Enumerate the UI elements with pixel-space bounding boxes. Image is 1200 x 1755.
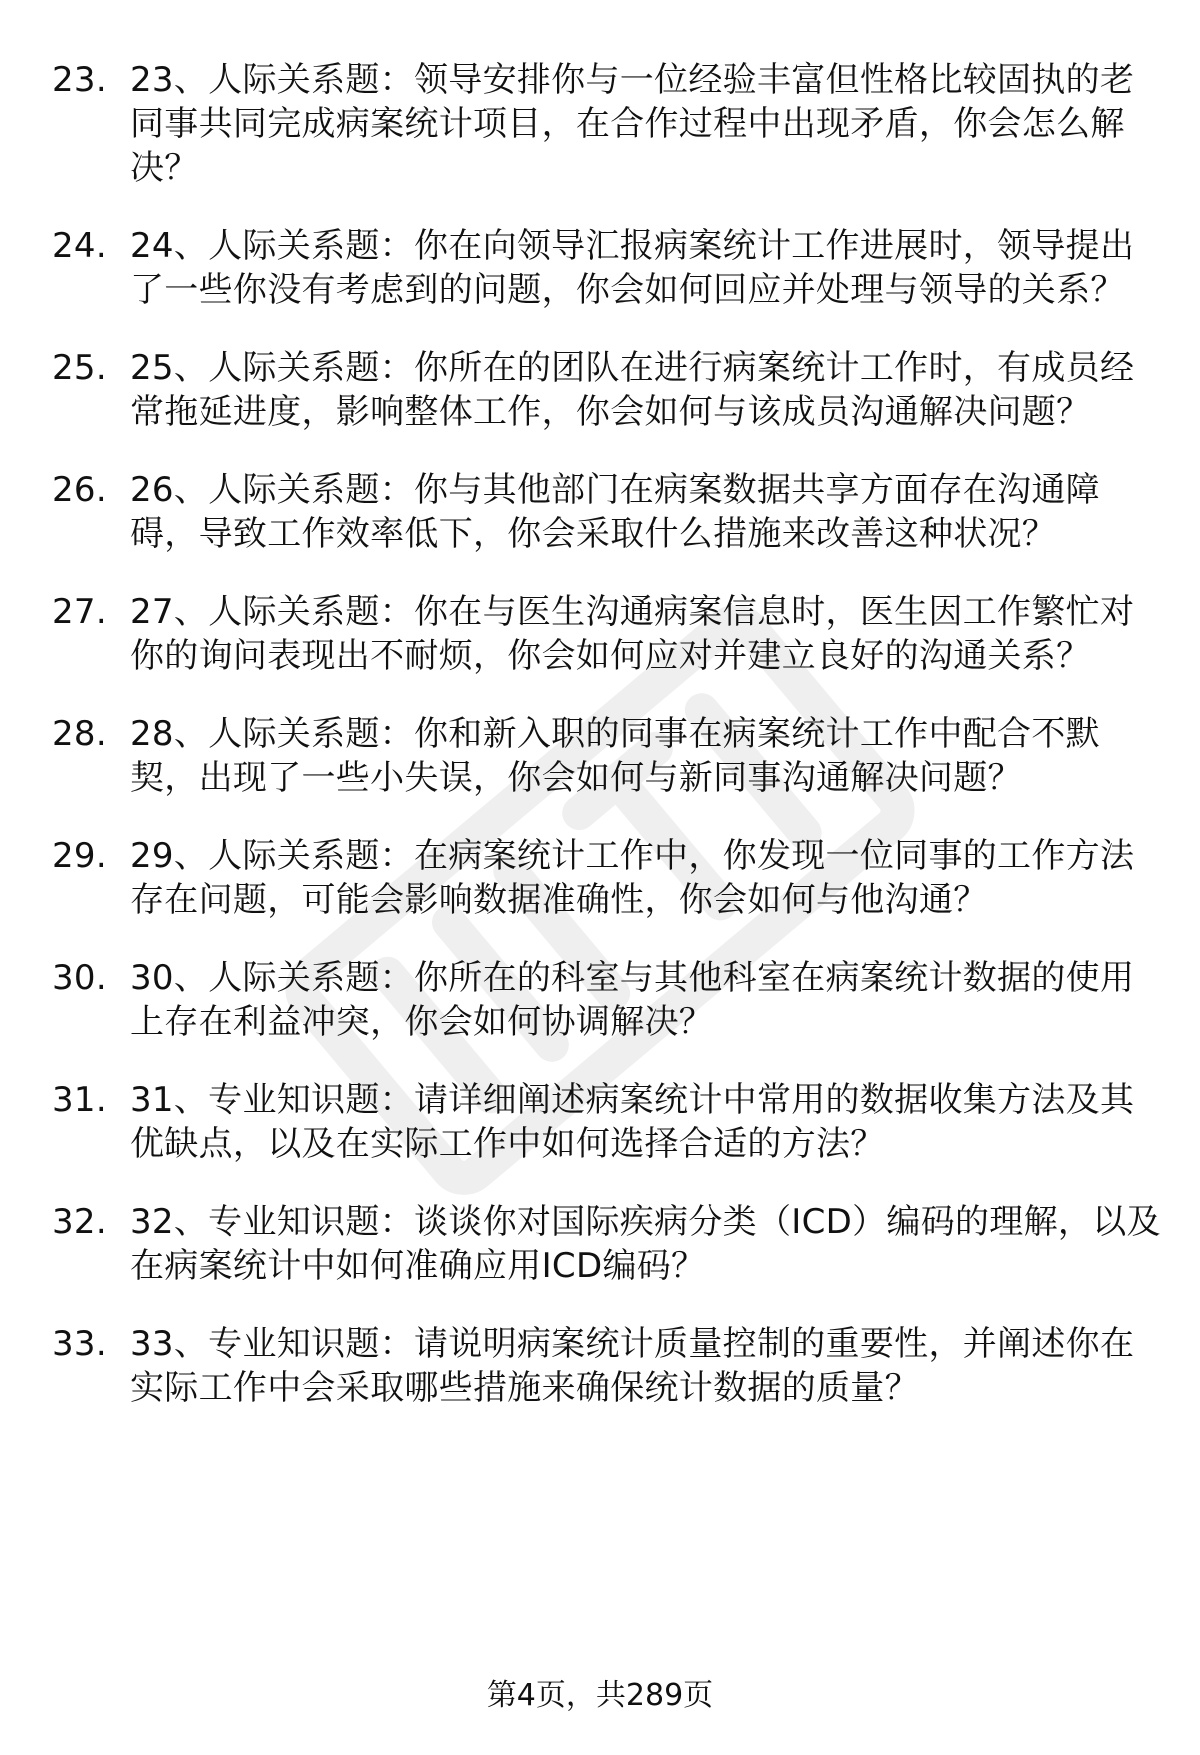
question-number: 24. bbox=[52, 226, 107, 266]
question-number: 33. bbox=[52, 1324, 107, 1364]
question-list bbox=[52, 58, 1162, 1444]
question-item bbox=[52, 956, 1162, 1044]
question-number: 26. bbox=[52, 470, 107, 510]
question-item bbox=[52, 224, 1162, 312]
question-text: 32、专业知识题：谈谈你对国际疾病分类（ICD）编码的理解，以及在病案统计中如何准确应用ICD编码？ bbox=[130, 1202, 1161, 1286]
question-text: 33、专业知识题：请说明病案统计质量控制的重要性，并阐述你在实际工作中会采取哪些措施来确保统计数据的质量？ bbox=[130, 1324, 1135, 1408]
question-number: 31. bbox=[52, 1080, 107, 1120]
question-number: 32. bbox=[52, 1202, 107, 1242]
question-text: 31、专业知识题：请详细阐述病案统计中常用的数据收集方法及其优缺点，以及在实际工作中如何选择合适的方法？ bbox=[130, 1080, 1135, 1164]
question-item bbox=[52, 712, 1162, 800]
question-item bbox=[52, 468, 1162, 556]
question-item bbox=[52, 346, 1162, 434]
question-item bbox=[52, 58, 1162, 190]
question-text: 25、人际关系题：你所在的团队在进行病案统计工作时，有成员经常拖延进度，影响整体工作，你会如何与该成员沟通解决问题？ bbox=[130, 348, 1135, 432]
question-text: 26、人际关系题：你与其他部门在病案数据共享方面存在沟通障碍，导致工作效率低下，你会采取什么措施来改善这种状况？ bbox=[130, 470, 1100, 554]
question-item bbox=[52, 1322, 1162, 1410]
question-text: 27、人际关系题：你在与医生沟通病案信息时，医生因工作繁忙对你的询问表现出不耐烦，你会如何应对并建立良好的沟通关系？ bbox=[130, 592, 1135, 676]
question-item bbox=[52, 834, 1162, 922]
question-number: 29. bbox=[52, 836, 107, 876]
page-footer: 第4页，共289页 bbox=[486, 1678, 714, 1713]
question-number: 28. bbox=[52, 714, 107, 754]
question-text: 29、人际关系题：在病案统计工作中，你发现一位同事的工作方法存在问题，可能会影响数据准确性，你会如何与他沟通？ bbox=[130, 836, 1135, 920]
question-item bbox=[52, 1078, 1162, 1166]
question-item bbox=[52, 1200, 1162, 1288]
question-item bbox=[52, 590, 1162, 678]
question-number: 23. bbox=[52, 60, 107, 100]
question-number: 30. bbox=[52, 958, 107, 998]
question-text: 23、人际关系题：领导安排你与一位经验丰富但性格比较固执的老同事共同完成病案统计项目，在合作过程中出现矛盾，你会怎么解决？ bbox=[130, 60, 1135, 188]
question-text: 24、人际关系题：你在向领导汇报病案统计工作进展时，领导提出了一些你没有考虑到的问题，你会如何回应并处理与领导的关系？ bbox=[130, 226, 1135, 310]
question-text: 30、人际关系题：你所在的科室与其他科室在病案统计数据的使用上存在利益冲突，你会如何协调解决？ bbox=[130, 958, 1135, 1042]
question-number: 27. bbox=[52, 592, 107, 632]
question-number: 25. bbox=[52, 348, 107, 388]
question-text: 28、人际关系题：你和新入职的同事在病案统计工作中配合不默契，出现了一些小失误，你会如何与新同事沟通解决问题？ bbox=[130, 714, 1100, 798]
